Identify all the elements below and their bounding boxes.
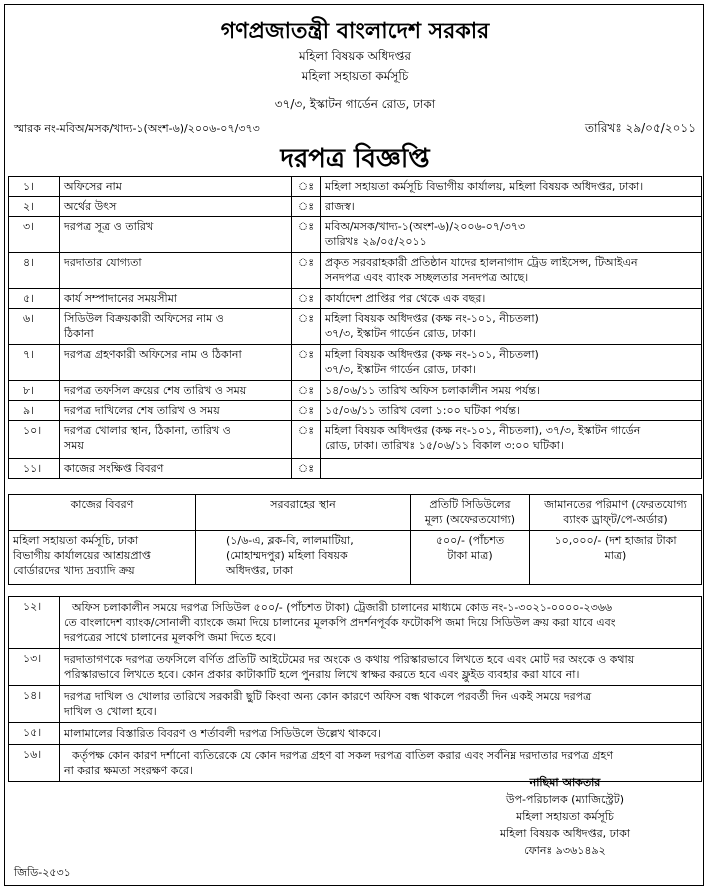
item-value-line: ৩৭/৩, ইস্কাটন গার্ডেন রোড, ঢাকা।	[325, 327, 477, 340]
work-table-header	[9, 495, 702, 531]
table-row	[9, 723, 702, 745]
item-value-line: মবিঅ/মসক/খাদ্য-১(অংশ-৬)/২০০৬-০৭/৩৭৩	[325, 220, 526, 233]
table-row	[9, 421, 702, 459]
page-title: দরপত্র বিজ্ঞপ্তি	[280, 144, 430, 174]
condition-line: না করার ক্ষমতা সংরক্ষণ করে।	[64, 764, 193, 777]
signature-block	[470, 774, 660, 859]
table-row	[9, 197, 702, 217]
cell-line: মাত্র)	[604, 549, 627, 562]
item-value: কার্যাদেশ প্রাপ্তির পর থেকে এক বছর।	[321, 289, 702, 309]
table-row	[9, 253, 702, 289]
item-label	[60, 309, 292, 345]
item-no: ৮।	[9, 381, 60, 401]
cell-line: অধিদপ্তর, ঢাকা	[226, 564, 294, 577]
office-address: ৩৭/৩, ইস্কাটন গার্ডেন রোড, ঢাকা	[274, 97, 436, 111]
item-value	[321, 459, 702, 479]
cell-line: বোর্ডারদের খাদ্য দ্রব্যাদি ক্রয়	[13, 564, 135, 577]
item-label: দরদাতার যোগ্যতা	[60, 253, 292, 289]
condition-line: দরপত্রের সাথে চালানের মূলকপি জমা দিতে হবে।	[64, 631, 276, 644]
condition-no: ১৫।	[9, 723, 60, 745]
conditions-table	[8, 596, 702, 782]
item-value-line: প্রকৃত সরবরাহকারী প্রতিষ্ঠান যাদের হালনাগাদ ট্রেড লাইসেন্স, টিআইএন	[325, 256, 638, 269]
item-sep: ঃ	[292, 459, 321, 479]
item-label: দরপত্র সূত্র ও তারিখ	[60, 217, 292, 253]
condition-no: ১৩।	[9, 649, 60, 686]
item-no: ৯।	[9, 401, 60, 421]
item-label: দরপত্র তফসিল ক্রয়ের শেষ তারিখ ও সময়	[60, 381, 292, 401]
condition-no: ১৬।	[9, 745, 60, 782]
item-label-line: দরপত্র খোলার স্থান, ঠিকানা, তারিখ ও	[64, 424, 231, 437]
cell-line: ৫০০/- (পাঁচশত	[435, 534, 505, 547]
item-label	[60, 421, 292, 459]
table-row	[9, 309, 702, 345]
condition-text	[60, 597, 702, 649]
item-label: দরপত্র গ্রহণকারী অফিসের নাম ও ঠিকানা	[60, 345, 292, 381]
item-no: ৭।	[9, 345, 60, 381]
condition-no: ১৪।	[9, 686, 60, 723]
item-value	[321, 217, 702, 253]
table-row	[9, 597, 702, 649]
header-line: প্রতিটি সিডিউলের	[429, 498, 511, 511]
cell-line: (১/৬-এ, ব্লক-বি, লালমাটিয়া,	[226, 534, 354, 547]
item-sep: ঃ	[292, 345, 321, 381]
deposit-amount	[530, 531, 702, 585]
condition-line: দরপত্র দাখিল ও খোলার তারিখে সরকারী ছুটি কিংবা অন্য কোন কারণে অফিস বন্ধ থাকলে পরবর্তী দিন একই সময়ে দরপত্র	[64, 690, 592, 703]
header-line: জামানতের পরিমাণ (ফেরতযোগ্য	[544, 498, 687, 511]
item-value-line: রোড, ঢাকা। তারিখঃ ১৫/০৬/১১ বিকাল ৩:০০ ঘটিকা।	[325, 439, 564, 452]
cell-line: বিভাগীয় কার্যালয়ের আশ্রয়প্রাপ্ত	[13, 549, 151, 562]
item-value: রাজস্ব।	[321, 197, 702, 217]
condition-no: ১২।	[9, 597, 60, 649]
item-value-line: মহিলা বিষয়ক অধিদপ্তর (কক্ষ নং-১০১, নীচতলা)	[325, 348, 539, 361]
table-row	[9, 531, 702, 585]
program-name: মহিলা সহায়তা কর্মসূচি	[301, 69, 409, 83]
supply-place	[196, 531, 411, 585]
item-sep: ঃ	[292, 421, 321, 459]
item-label-line: সময়	[64, 439, 84, 452]
item-value-line: মহিলা বিষয়ক অধিদপ্তর (কক্ষ নং-১০১, নীচতলা)	[325, 312, 539, 325]
condition-text	[60, 686, 702, 723]
item-no: ১।	[9, 177, 60, 197]
item-value-line: ৩৭/৩, ইস্কাটন গার্ডেন রোড, ঢাকা।	[325, 363, 477, 376]
condition-text	[60, 649, 702, 686]
condition-line: পরিস্কারভাবে লিখতে হবে। কোন প্রকার কাটাকাটি হলে পুনরায় লিখে স্বাক্ষর করতে হবে এবং ফ্লুইড ব্যবহার করা যাবে না।	[64, 668, 580, 681]
item-label: অফিসের নাম	[60, 177, 292, 197]
item-sep: ঃ	[292, 253, 321, 289]
item-value-line: মহিলা বিষয়ক অধিদপ্তর (কক্ষ নং-১০১, নীচতলা), ৩৭/৩, ইস্কাটন গার্ডেন	[325, 424, 641, 437]
item-no: ৫।	[9, 289, 60, 309]
header-supply-place: সরবরাহের স্থান	[196, 495, 411, 531]
tender-info-table	[8, 176, 702, 479]
item-label-line: ঠিকানা	[64, 327, 94, 340]
item-sep: ঃ	[292, 309, 321, 345]
cell-line: টাকা মাত্র)	[447, 549, 493, 562]
item-label: কাজের সংক্ষিপ্ত বিবরণ	[60, 459, 292, 479]
signatory-designation: উপ-পরিচালক (ম্যাজিস্ট্রেট)	[506, 793, 624, 806]
signatory-name: নাছিমা আকতার	[529, 776, 601, 789]
cell-line: মহিলা সহায়তা কর্মসূচি, ঢাকা	[13, 534, 139, 547]
item-value: ১৫/০৬/১১ তারিখ বেলা ১:০০ ঘটিকা পর্যন্ত।	[321, 401, 702, 421]
signatory-dept: মহিলা বিষয়ক অধিদপ্তর, ঢাকা	[500, 827, 630, 840]
memo-number: স্মারক নং-মবিঅ/মসক/খাদ্য-১(অংশ-৬)/২০০৬-০৭/৩৭৩	[14, 122, 260, 135]
cell-line: (মোহাম্মদপুর) মহিলা বিষয়ক	[226, 549, 348, 562]
schedule-price	[411, 531, 530, 585]
item-no: ১১।	[9, 459, 60, 479]
item-value-line: সনদপত্র এবং ব্যাংক সচ্ছলতার সনদপত্র আছে।	[325, 271, 529, 284]
item-no: ৬।	[9, 309, 60, 345]
header-line: মূল্য (অফেরতযোগ্য)	[424, 513, 516, 526]
item-no: ৪।	[9, 253, 60, 289]
item-sep: ঃ	[292, 217, 321, 253]
table-row	[9, 381, 702, 401]
table-row	[9, 401, 702, 421]
header-line: ব্যাংক ড্রাফ্‌ট/পে-অর্ডার)	[563, 513, 668, 526]
table-row	[9, 177, 702, 197]
table-row	[9, 289, 702, 309]
item-value: ১৪/০৬/১১ তারিখ অফিস চলাকালীন সময় পর্যন্ত।	[321, 381, 702, 401]
item-sep: ঃ	[292, 401, 321, 421]
item-label-line: সিডিউল বিক্রয়কারী অফিসের নাম ও	[64, 312, 224, 325]
table-row	[9, 217, 702, 253]
item-sep: ঃ	[292, 177, 321, 197]
item-value	[321, 421, 702, 459]
item-no: ১০।	[9, 421, 60, 459]
header-schedule-price	[411, 495, 530, 531]
condition-line: তে বাংলাদেশ ব্যাংক/সোনালী ব্যাংকে জমা দিয়ে চালানের মূলকপি প্রদর্শনপূর্বক ফটোকপি জমা দিয়ে সিডিউল ক্রয় করা যাবে এবং	[64, 616, 616, 629]
item-value	[321, 309, 702, 345]
condition-line: অফিস চলাকালীন সময়ে দরপত্র সিডিউল ৫০০/- (পাঁচশত টাকা) ট্রেজারী চালানের মাধ্যমে কোড নং-১-৩০২১-০০০০-২৩৬৬	[72, 601, 613, 614]
header-deposit	[530, 495, 702, 531]
item-value-line: তারিখঃ ২৯/০৫/২০১১	[325, 235, 427, 248]
item-sep: ঃ	[292, 289, 321, 309]
header-work-desc: কাজের বিবরণ	[9, 495, 196, 531]
condition-line: দরদাতাগণকে দরপত্র তফসিলে বর্ণিত প্রতিটি আইটেমের দর অংকে ও কথায় পরিস্কারভাবে লিখতে হবে এবং মোট দর অংকে ও কথায়	[64, 653, 635, 666]
signatory-program: মহিলা সহায়তা কর্মসূচি	[516, 810, 614, 823]
gov-name: গণপ্রজাতন্ত্রী বাংলাদেশ সরকার	[220, 19, 490, 44]
item-label: অর্থের উৎস	[60, 197, 292, 217]
item-no: ৩।	[9, 217, 60, 253]
item-label: কার্য সম্পাদানের সময়সীমা	[60, 289, 292, 309]
condition-text	[60, 723, 702, 745]
item-value	[321, 345, 702, 381]
work-table	[8, 494, 702, 585]
condition-line: দাখিল ও খোলা হবে।	[64, 705, 157, 718]
table-row	[9, 686, 702, 723]
work-desc	[9, 531, 196, 585]
item-sep: ঃ	[292, 197, 321, 217]
item-label: দরপত্র দাখিলের শেষ তারিখ ও সময়	[60, 401, 292, 421]
item-no: ২।	[9, 197, 60, 217]
memo-date: তারিখঃ ২৯/০৫/২০১১	[584, 121, 696, 135]
item-value: মহিলা সহায়তা কর্মসূচি বিভাগীয় কার্যালয়, মহিলা বিষয়ক অধিদপ্তর, ঢাকা।	[321, 177, 702, 197]
condition-line: কর্তৃপক্ষ কোন কারণ দর্শানো ব্যতিরেকে যে কোন দরপত্র গ্রহণ বা সকল দরপত্র বাতিল করার এবং সর্বনিম্ন দরদাতার দরপত্র গ্রহণ	[72, 749, 613, 762]
cell-line: ১০,০০০/- (দশ হাজার টাকা	[554, 534, 677, 547]
signatory-phone: ফোনঃ ৯৩৬১৪৯২	[524, 844, 606, 857]
gd-code: জিডি-২৫৩১	[14, 866, 71, 879]
condition-line: মালামালের বিস্তারিত বিবরণ ও শর্তাবলী দরপত্র সিডিউলে উল্লেখ থাকবে।	[64, 727, 381, 740]
item-sep: ঃ	[292, 381, 321, 401]
table-row	[9, 649, 702, 686]
dept-name: মহিলা বিষয়ক অধিদপ্তর	[299, 49, 411, 63]
item-value	[321, 253, 702, 289]
table-row	[9, 459, 702, 479]
table-row	[9, 345, 702, 381]
